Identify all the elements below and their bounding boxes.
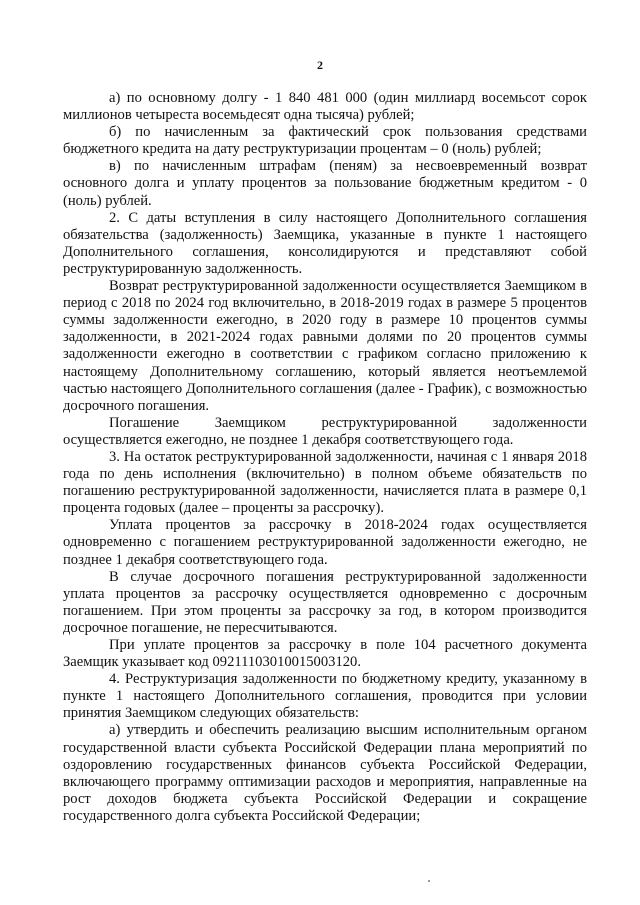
scan-speck — [428, 880, 430, 882]
paragraph-1b-accrued-interest: б) по начисленным за фактический срок пользования средствами бюджетного кредита на дату реструктуризации процентам – 0 (ноль) рублей; — [63, 124, 587, 158]
paragraph-repayment-schedule: Возврат реструктурированной задолженности осуществляется Заемщиком в период с 2018 по 2024 год включительно, в 2018-2019 годах в размере 5 процентов суммы задолженности ежегодно, в 2020 году в размере 10 процентов суммы задолженности, в 2021-2024 годах равными долями по 20 процентов суммы задолженности ежегодно в соответствии с графиком согласно приложению к настоящему Дополнительному соглашению, который является неотъемлемой частью настоящего Дополнительного соглашения (далее - График), с возможностью досрочного погашения. — [63, 278, 587, 414]
document-body — [63, 90, 587, 825]
paragraph-2-consolidation: 2. С даты вступления в силу настоящего Дополнительного соглашения обязательства (задолженность) Заемщика, указанные в пункте 1 настоящего Дополнительного соглашения, консолидируются и представляют собой реструктурированную задолженность. — [63, 209, 587, 277]
paragraph-1c-penalties: в) по начисленным штрафам (пеням) за несвоевременный возврат основного долга и уплату процентов за пользование бюджетным кредитом - 0 (ноль) рублей. — [63, 158, 587, 209]
paragraph-1a-principal-debt: а) по основному долгу - 1 840 481 000 (один миллиард восемьсот сорок миллионов четыреста восемьдесят одна тысяча) рублей; — [63, 90, 587, 124]
paragraph-payment-code: При уплате процентов за рассрочку в поле 104 расчетного документа Заемщик указывает код 09211103010015003120. — [63, 637, 587, 671]
paragraph-3-installment-fee: 3. На остаток реструктурированной задолженности, начиная с 1 января 2018 года по день исполнения (включительно) в полном объеме обязательств по погашению реструктурированной задолженности, начисляется плата в размере 0,1 процента годовых (далее – проценты за рассрочку). — [63, 448, 587, 517]
page-number: 2 — [317, 58, 323, 72]
paragraph-early-repayment: В случае досрочного погашения реструктурированной задолженности уплата процентов за рассрочку осуществляется одновременно с досрочным погашением. При этом проценты за рассрочку за год, в котором производится досрочное погашение, не пересчитываются. — [63, 568, 587, 636]
paragraph-4-conditions: 4. Реструктуризация задолженности по бюджетному кредиту, указанному в пункте 1 настоящего Дополнительного соглашения, проводится при условии принятия Заемщиком следующих обязательств: — [63, 671, 587, 722]
paragraph-interest-payment: Уплата процентов за рассрочку в 2018-2024 годах осуществляется одновременно с погашением реструктурированной задолженности ежегодно, не позднее 1 декабря соответствующего года. — [63, 517, 587, 568]
paragraph-4a-recovery-plan: а) утвердить и обеспечить реализацию высшим исполнительным органом государственной власти субъекта Российской Федерации плана мероприятий по оздоровлению государственных финансов субъекта Российской Федерации, включающего программу оптимизации расходов и мероприятия, направленные на рост доходов бюджета субъекта Российской Федерации и сокращение государственного долга субъекта Российской Федерации; — [63, 722, 587, 824]
paragraph-repayment-deadline: Погашение Заемщиком реструктурированной задолженности осуществляется ежегодно, не позднее 1 декабря соответствующего года. — [63, 414, 587, 448]
